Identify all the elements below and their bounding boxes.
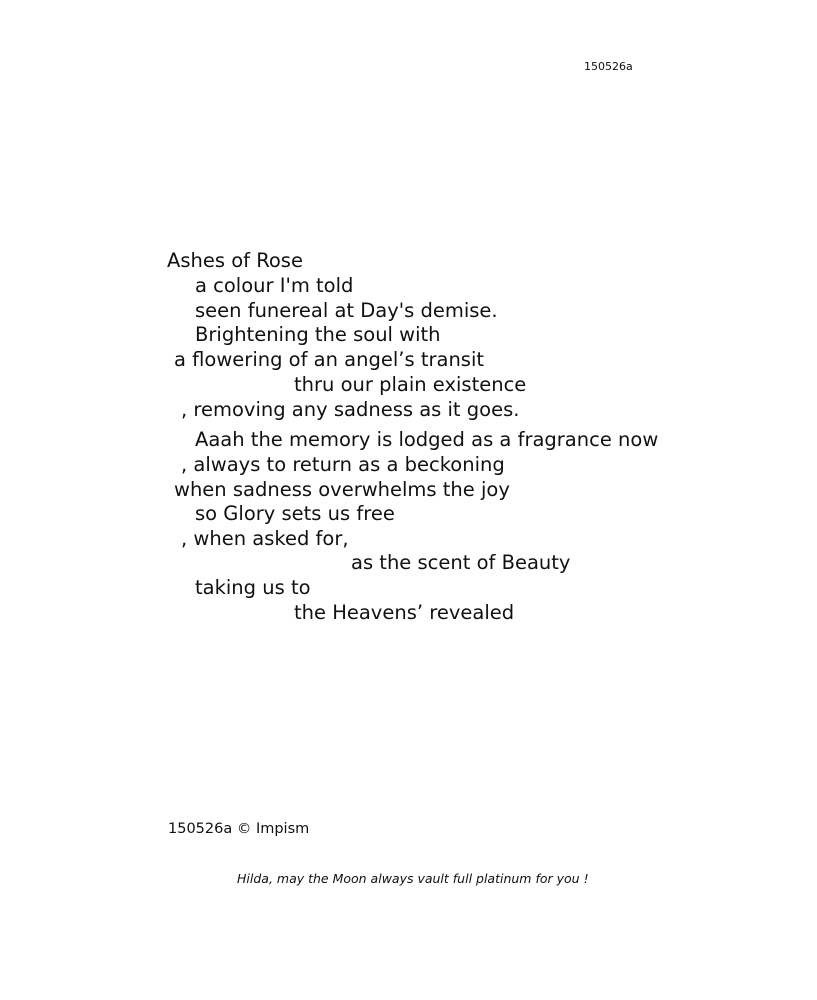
poem-line: a flowering of an angel’s transit xyxy=(174,348,485,371)
page-id: 150526a xyxy=(584,60,633,73)
dedication: Hilda, may the Moon always vault full platinum for you ! xyxy=(237,871,589,886)
poem-line: , when asked for, xyxy=(181,527,349,550)
poem-line: thru our plain existence xyxy=(294,373,527,396)
poem-line: a colour I'm told xyxy=(195,274,354,297)
poem-line: so Glory sets us free xyxy=(195,502,395,525)
poem-line: as the scent of Beauty xyxy=(351,551,571,574)
poem-line: , removing any sadness as it goes. xyxy=(181,398,520,421)
poem-line: taking us to xyxy=(195,576,311,599)
poem-line: , always to return as a beckoning xyxy=(181,453,505,476)
poem-title: Ashes of Rose xyxy=(167,249,303,272)
poem-line: when sadness overwhelms the joy xyxy=(174,478,510,501)
copyright-notice: 150526a © Impism xyxy=(168,821,310,837)
poem-line: the Heavens’ revealed xyxy=(294,601,515,624)
poem-line: seen funereal at Day's demise. xyxy=(195,299,498,322)
poem-line: Aaah the memory is lodged as a fragrance now xyxy=(195,428,659,451)
poem-line: Brightening the soul with xyxy=(195,323,441,346)
